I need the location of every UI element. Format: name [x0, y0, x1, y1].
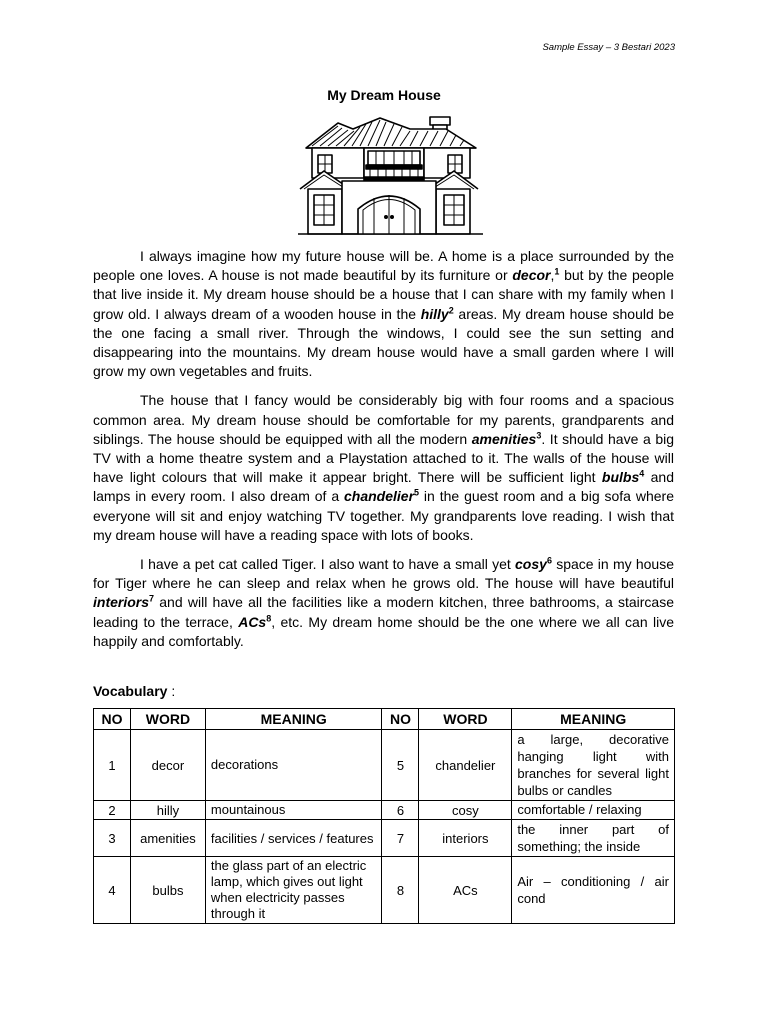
table-cell: facilities / services / features — [205, 820, 382, 857]
essay-paragraph-2: The house that I fancy would be considerably big with four rooms and a spacious common area. My dream house should be comfortable for my parents, grandparents and siblings. The house should be equipped with all the modern amenities$^3$. It should have a big TV with a home theatre system and a Playstation attached to it. The walls of the house will have light colours that will make it appear bright. There will be sufficient light bulbs$^4$ and lamps in every room. I also dream of a chandelier$^5$ in the guest room and a big sofa where everyone will sit and enjoy watching TV together. My grandparents love reading. I wish that my dream house will have a reading space with lots of books. — [93, 392, 675, 543]
table-cell: bulbs — [130, 857, 205, 924]
vocabulary-table — [93, 708, 675, 924]
essay-paragraph-1: I always imagine how my future house will be. A home is a place surrounded by the people one loves. A house is not made beautiful by its furniture or decor,$^1$ but by the people that live inside it. My dream house should be a house that I can share with my family when I grow old. I always dream of a wooden house in the hilly$^2$ areas. My dream house should be the one facing a small river. Through the windows, I could see the sun setting and disappearing into the mountains. My dream house would have a small garden where I will grow my own vegetables and fruits. — [93, 248, 675, 380]
table-cell: 3 — [94, 820, 131, 857]
table-cell: 7 — [382, 820, 419, 857]
table-cell: amenities — [130, 820, 205, 857]
table-cell: decorations — [205, 730, 382, 801]
table-cell: the inner part of something; the inside — [512, 820, 675, 857]
page-title: My Dream House — [327, 87, 441, 103]
table-cell: ACs — [419, 857, 512, 924]
column-header: MEANING — [205, 709, 382, 730]
header-note: Sample Essay – 3 Bestari 2023 — [542, 42, 675, 53]
table-cell: decor — [130, 730, 205, 801]
table-cell: the glass part of an electric lamp, which gives out light when electricity passes through it — [205, 857, 382, 924]
house-chimney — [430, 117, 450, 125]
table-cell: 8 — [382, 857, 419, 924]
vocabulary-heading: Vocabulary : — [93, 683, 176, 699]
table-cell: mountainous — [205, 801, 382, 820]
column-header: NO — [382, 709, 419, 730]
essay-body — [93, 247, 674, 661]
table-row — [94, 730, 675, 801]
table-cell: interiors — [419, 820, 512, 857]
table-row — [94, 801, 675, 820]
table-cell: chandelier — [419, 730, 512, 801]
house-drawing — [298, 113, 483, 238]
table-cell: hilly — [130, 801, 205, 820]
column-header: WORD — [419, 709, 512, 730]
table-cell: 2 — [94, 801, 131, 820]
table-row — [94, 857, 675, 924]
table-cell: 5 — [382, 730, 419, 801]
table-cell: 1 — [94, 730, 131, 801]
column-header: MEANING — [512, 709, 675, 730]
table-cell: a large, decorative hanging light with branches for several light bulbs or candles — [512, 730, 675, 801]
table-cell: comfortable / relaxing — [512, 801, 675, 820]
column-header: WORD — [130, 709, 205, 730]
column-header: NO — [94, 709, 131, 730]
table-header-row — [94, 709, 675, 730]
table-cell: 4 — [94, 857, 131, 924]
table-row — [94, 820, 675, 857]
table-cell: cosy — [419, 801, 512, 820]
table-cell: Air – conditioning / air cond — [512, 857, 675, 924]
essay-paragraph-3: I have a pet cat called Tiger. I also want to have a small yet cosy$^6$ space in my house for Tiger where he can sleep and relax when he grows old. The house will have beautiful interiors$^7$ and will have all the facilities like a modern kitchen, three bathrooms, a staircase leading to the terrace, ACs$^8$, etc. My dream home should be the one where we all can live happily and comfortably. — [93, 555, 675, 649]
table-cell: 6 — [382, 801, 419, 820]
